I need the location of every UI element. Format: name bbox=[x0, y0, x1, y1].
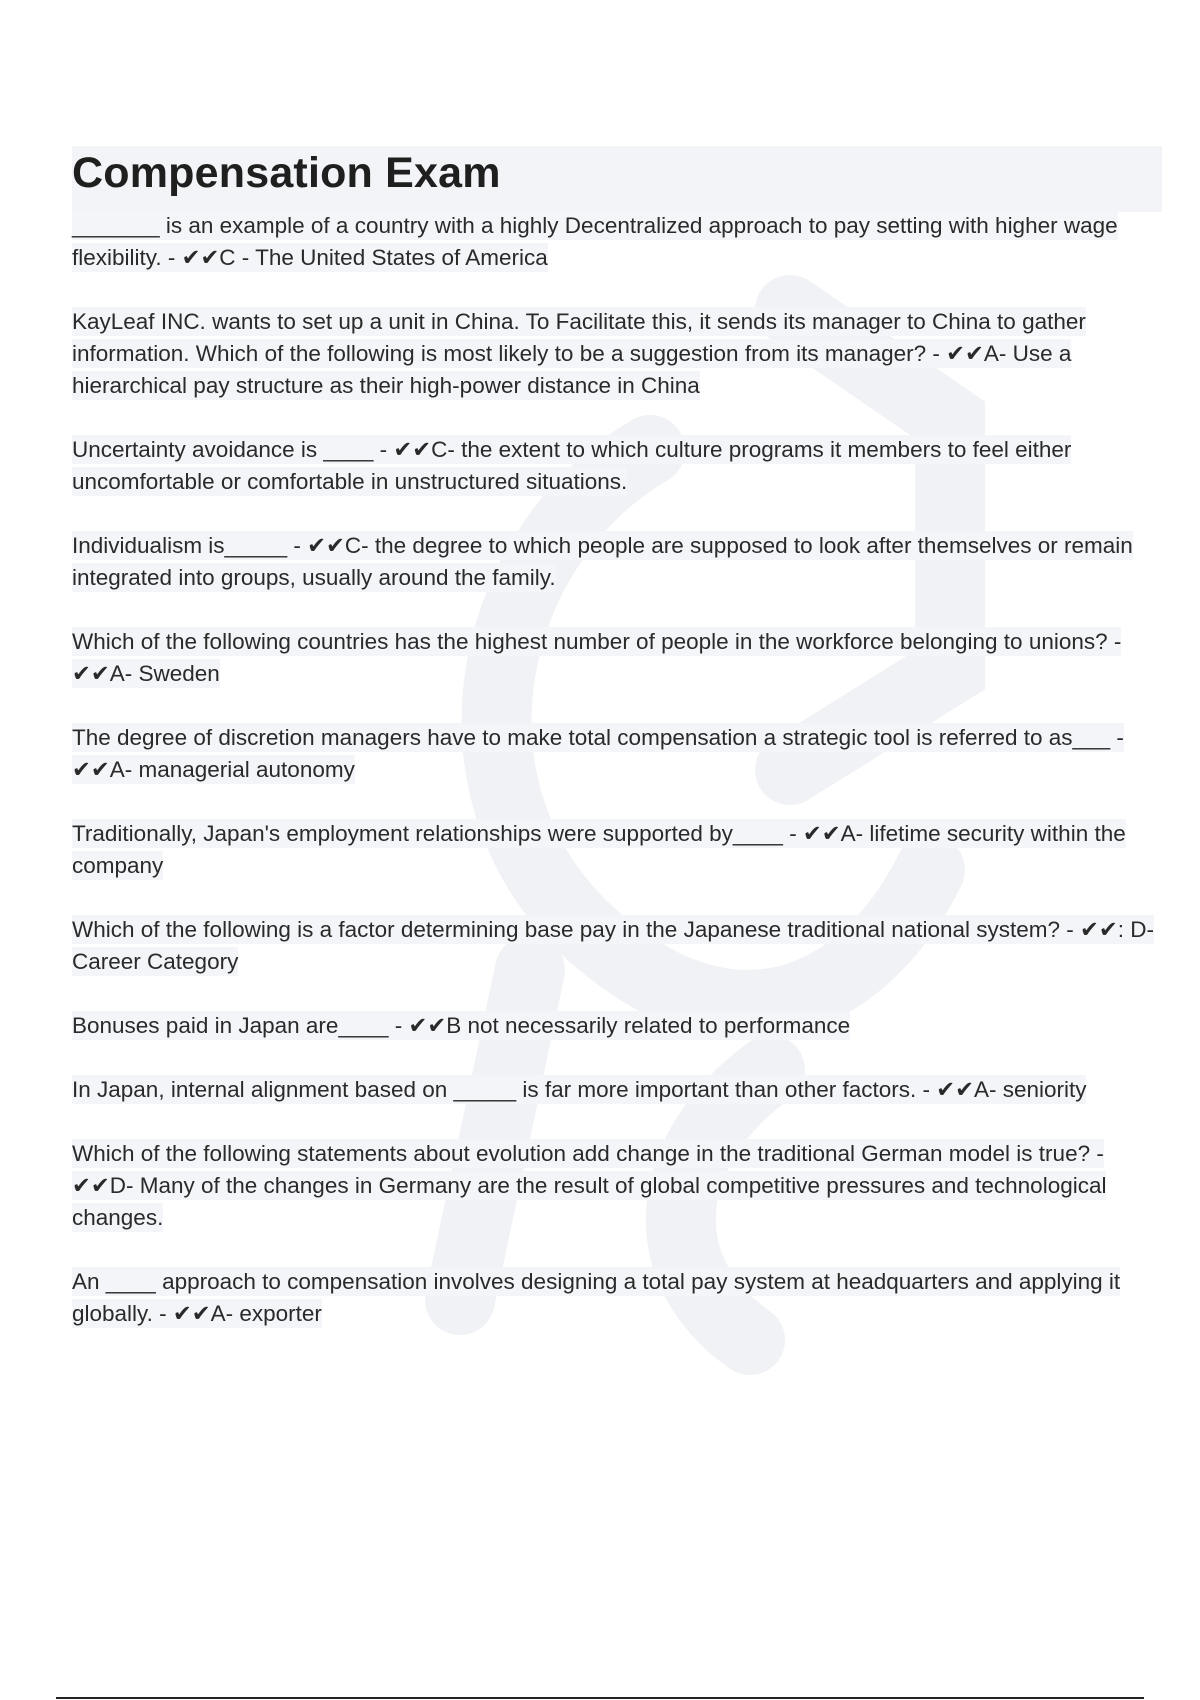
question-item bbox=[72, 722, 1167, 786]
question-item bbox=[72, 1074, 1167, 1106]
question-text: KayLeaf INC. wants to set up a unit in China. To Facilitate this, it sends its manager to China to gather information. Which of the following is most likely to be a suggestion from its manager? - ✔✔A- Use a hierarchical pay structure as their high-power distance in China bbox=[72, 309, 1086, 398]
question-text: The degree of discretion managers have to make total compensation a strategic tool is referred to as___ - ✔✔A- managerial autonomy bbox=[72, 725, 1124, 782]
question-text: Uncertainty avoidance is ____ - ✔✔C- the extent to which culture programs it members to feel either uncomfortable or comfortable in unstructured situations. bbox=[72, 437, 1072, 494]
question-item bbox=[72, 1010, 1167, 1042]
question-item bbox=[72, 210, 1167, 274]
question-item bbox=[72, 818, 1167, 882]
question-text: Which of the following countries has the highest number of people in the workforce belonging to unions? - ✔✔A- Sweden bbox=[72, 629, 1122, 686]
question-text: An ____ approach to compensation involves designing a total pay system at headquarters and applying it globally. - ✔✔A- exporter bbox=[72, 1269, 1121, 1326]
question-text: _______ is an example of a country with a highly Decentralized approach to pay setting with higher wage flexibility. - ✔✔C - The United States of America bbox=[72, 213, 1118, 270]
question-text: Traditionally, Japan's employment relationships were supported by____ - ✔✔A- lifetime security within the company bbox=[72, 821, 1126, 878]
question-item bbox=[72, 530, 1167, 594]
question-item bbox=[72, 1138, 1167, 1234]
question-item bbox=[72, 306, 1167, 402]
document-title: Compensation Exam bbox=[72, 149, 501, 197]
question-text: Which of the following statements about evolution add change in the traditional German model is true? - ✔✔D- Many of the changes in Germany are the result of global competitive pressures and technological changes. bbox=[72, 1141, 1107, 1230]
question-item bbox=[72, 914, 1167, 978]
question-item bbox=[72, 434, 1167, 498]
question-text: Bonuses paid in Japan are____ - ✔✔B not necessarily related to performance bbox=[72, 1013, 851, 1038]
footer-divider bbox=[56, 1697, 1144, 1699]
question-text: Which of the following is a factor determining base pay in the Japanese traditional national system? - ✔✔: D- Career Category bbox=[72, 917, 1154, 974]
question-text: In Japan, internal alignment based on _____ is far more important than other factors. - ✔✔A- seniority bbox=[72, 1077, 1087, 1102]
question-text: Individualism is_____ - ✔✔C- the degree to which people are supposed to look after themselves or remain integrated into groups, usually around the family. bbox=[72, 533, 1133, 590]
question-item bbox=[72, 1266, 1167, 1330]
question-item bbox=[72, 626, 1167, 690]
question-list bbox=[72, 210, 1167, 1362]
